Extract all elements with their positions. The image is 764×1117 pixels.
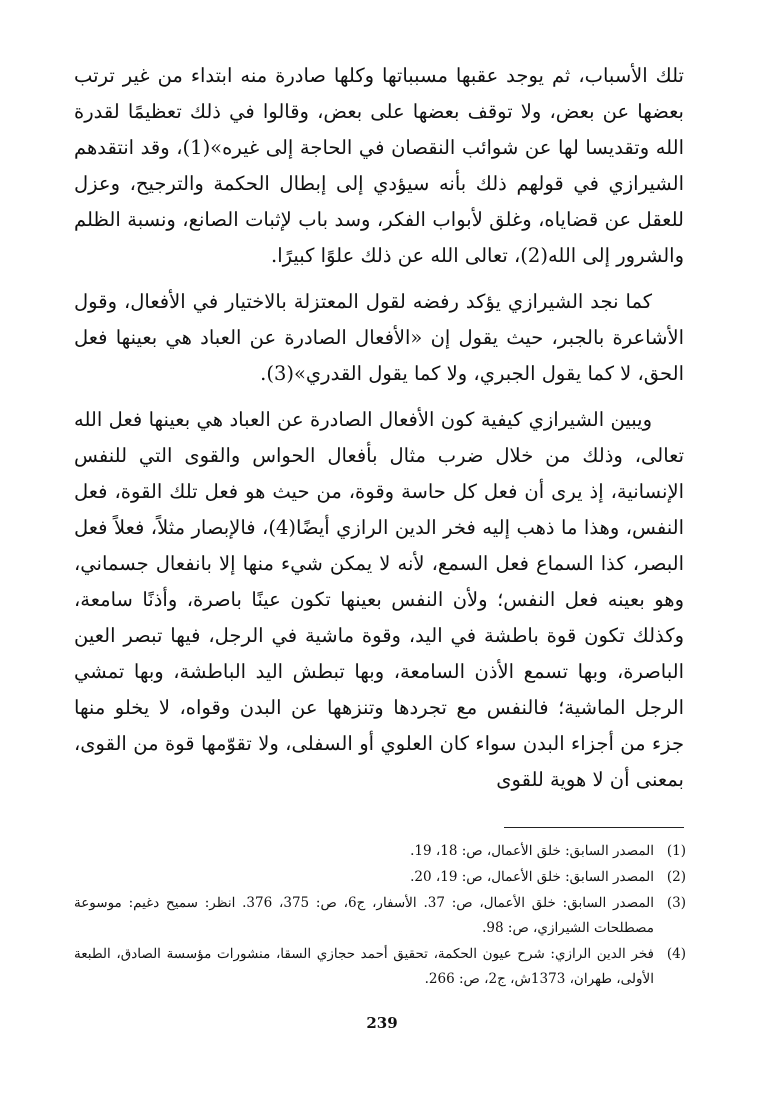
- footnotes: [74, 839, 686, 993]
- page-number: 239: [366, 1014, 398, 1032]
- footnote-number: (1): [666, 843, 686, 859]
- footnote-text: المصدر السابق: خلق الأعمال، ص: 19، 20.: [410, 869, 654, 885]
- footnote: [74, 891, 686, 941]
- footnote: [74, 942, 686, 992]
- paragraph-1: تلك الأسباب، ثم يوجد عقبها مسبباتها وكلها صادرة منه ابتداء من غير ترتب بعضها عن بعض، ولا توقف بعضها على بعض، وقالوا في ذلك تعظيمًا لقدرة الله وتقديسا لها عن شوائب النقصان في الحاجة إلى غيره»(1)، وقد انتقدهم الشيرازي في قولهم ذلك بأنه سيؤدي إلى إبطال الحكمة والترجيح، وعزل للعقل عن قضاياه، وغلق لأبواب الفكر، وسد باب لإثبات الصانع، ونسبة الظلم والشرور إلى الله(2)، تعالى الله عن ذلك علوًا كبيرًا.: [74, 64, 684, 267]
- footnote: [74, 839, 686, 864]
- paragraph-2: كما نجد الشيرازي يؤكد رفضه لقول المعتزلة بالاختيار في الأفعال، وقول الأشاعرة بالجبر، حيث يقول إن «الأفعال الصادرة عن العباد هي بعينها فعل الحق، لا كما يقول الجبري، ولا كما يقول القدري»(3).: [74, 290, 684, 385]
- footnote-number: (4): [666, 946, 686, 962]
- main-text: [74, 58, 684, 798]
- paragraph-3: ويبين الشيرازي كيفية كون الأفعال الصادرة عن العباد هي بعينها فعل الله تعالى، وذلك من خلال ضرب مثال بأفعال الحواس والقوى التي للنفس الإنسانية، إذ يرى أن فعل كل حاسة وقوة، من حيث هو فعل تلك القوة، فعل النفس، وهذا ما ذهب إليه فخر الدين الرازي أيضًا(4)، فالإبصار مثلاً، فعلاً فعل البصر، كذا السماع فعل السمع، لأنه لا يمكن شيء منها إلا بانفعال جسماني، وهو بعينه فعل النفس؛ ولأن النفس بعينها تكون عينًا باصرة، وأذنًا سامعة، وكذلك تكون قوة باطشة في اليد، وقوة ماشية في الرجل، فيها تبصر العين الباصرة، وبها تسمع الأذن السامعة، وبها تبطش اليد الباطشة، وبها تمشي الرجل الماشية؛ فالنفس مع تجردها وتنزهها عن البدن وقواه، لا يخلو منها جزء من أجزاء البدن سواء كان العلوي أو السفلى، ولا تقوّمها قوة من القوى، بمعنى أن لا هوية للقوى: [74, 408, 684, 791]
- footnote-number: (3): [666, 895, 686, 911]
- footnote-text: فخر الدين الرازي: شرح عيون الحكمة، تحقيق أحمد حجازي السقا، منشورات مؤسسة الصادق، الطبعة الأولى، طهران، 1373ش، ج2، ص: 266.: [74, 946, 654, 987]
- footnote-text: المصدر السابق: خلق الأعمال، ص: 37. الأسفار، ج6، ص: 375، 376. انظر: سميح دغيم: موسوعة مصطلحات الشيرازي، ص: 98.: [74, 895, 655, 936]
- footnote: [74, 865, 686, 890]
- footnote-number: (2): [666, 869, 686, 885]
- footnote-separator: [504, 827, 684, 828]
- footnote-text: المصدر السابق: خلق الأعمال، ص: 18، 19.: [410, 843, 654, 859]
